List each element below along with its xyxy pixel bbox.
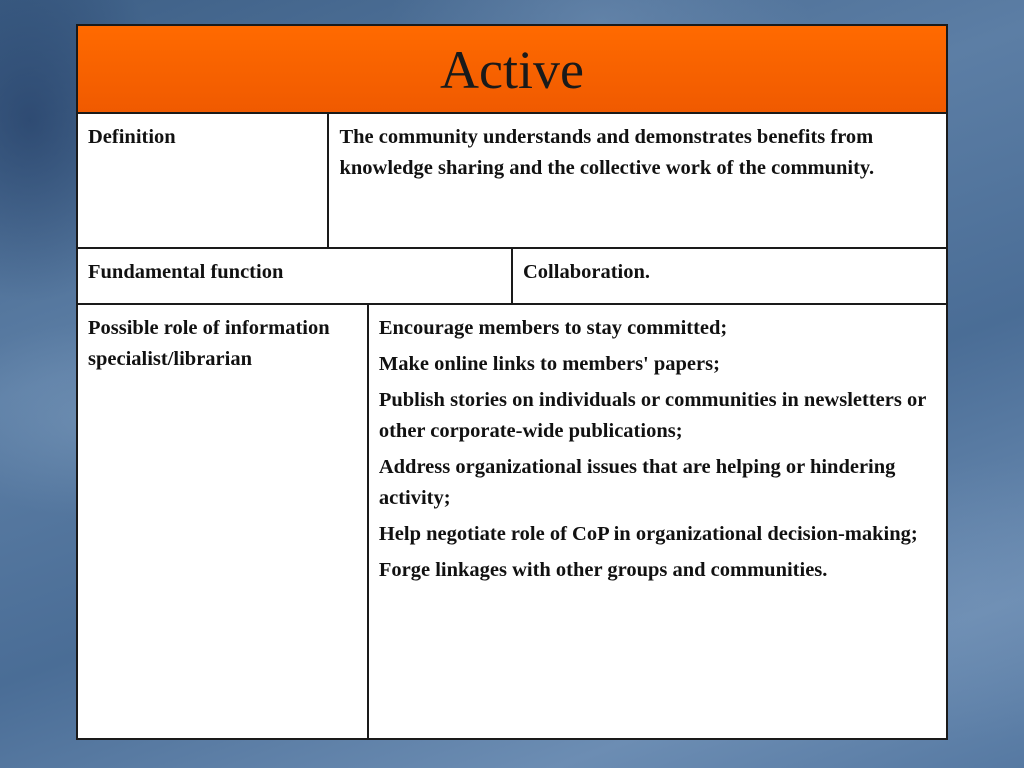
row-label: Definition [78,114,329,247]
role-list [369,305,946,738]
page-title: Active [440,40,584,100]
title-bar [78,26,946,114]
list-item: Make online links to members' papers; [378,353,720,375]
table-row-definition [78,114,946,249]
info-table [76,24,948,740]
row-content: Collaboration. [523,261,650,283]
list-item: Forge linkages with other groups and communities. [378,559,828,581]
table-row-fundamental-function [78,249,946,305]
list-item: Help negotiate role of CoP in organizational decision-making; [378,523,918,545]
table-row-librarian-role [78,305,946,738]
row-content: The community understands and demonstrates benefits from knowledge sharing and the collective work of the community. [339,126,875,179]
list-item: Encourage members to stay committed; [378,317,728,339]
list-item: Publish stories on individuals or communities in newsletters or other corporate-wide publications; [378,389,926,442]
list-item: Address organizational issues that are helping or hindering activity; [378,456,896,509]
row-label: Possible role of information specialist/librarian [78,305,369,738]
row-label: Fundamental function [78,249,513,303]
